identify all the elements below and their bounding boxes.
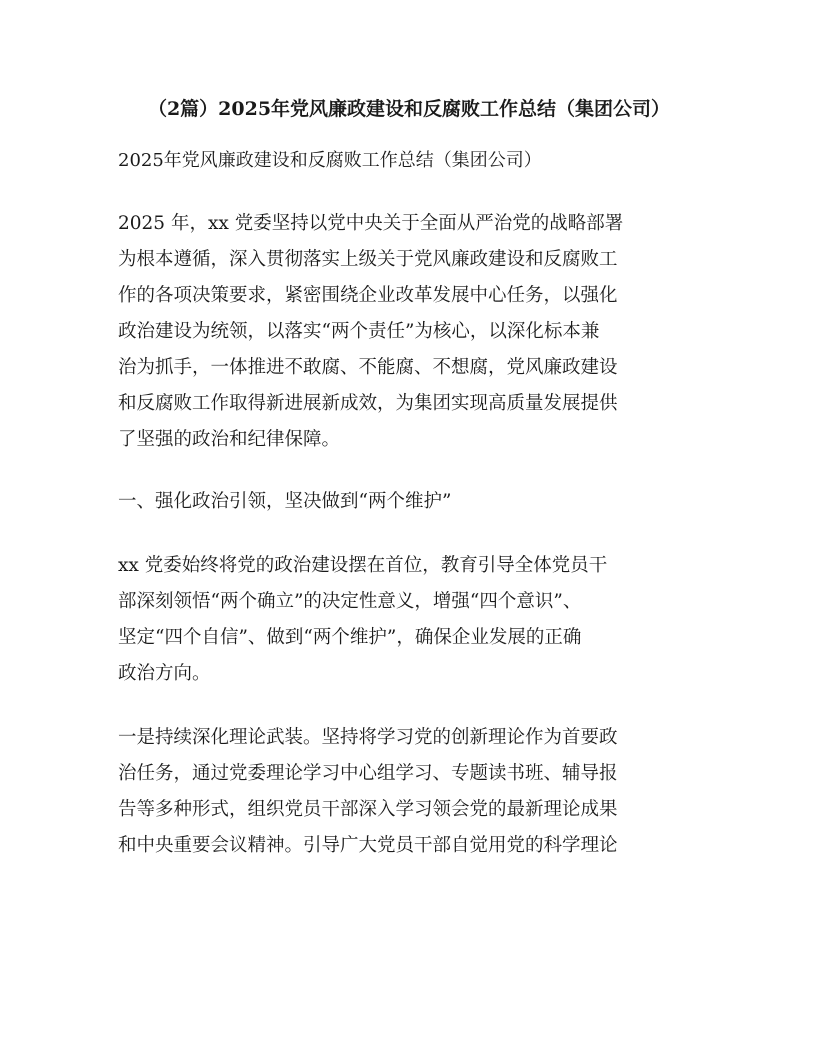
item1-line: 和中央重要会议精神。引导广大党员干部自觉用党的科学理论 (118, 835, 618, 856)
section1-line: 坚定“四个自信”、做到“两个维护”，确保企业发展的正确 (118, 627, 582, 648)
intro-line: 治为抓手，一体推进不敢腐、不能腐、不想腐，党风廉政建设 (118, 357, 618, 378)
item1-line: 治任务，通过党委理论学习中心组学习、专题读书班、辅导报 (118, 763, 618, 784)
intro-line: 了坚强的政治和纪律保障。 (118, 429, 341, 450)
section1-line: xx 党委始终将党的政治建设摆在首位，教育引导全体党员干 (118, 555, 608, 576)
intro-line: 为根本遵循，深入贯彻落实上级关于党风廉政建设和反腐败工 (118, 249, 618, 270)
document-page (118, 92, 700, 864)
section1-line: 部深刻领悟“两个确立”的决定性意义，增强“四个意识”、 (118, 591, 582, 612)
section1-paragraph (118, 548, 700, 692)
document-title: （2篇）2025年党风廉政建设和反腐败工作总结（集团公司） (147, 98, 671, 120)
intro-line: 2025 年，xx 党委坚持以党中央关于全面从严治党的战略部署 (118, 213, 624, 234)
section1-item1-paragraph (118, 720, 700, 864)
intro-line: 政治建设为统领，以落实“两个责任”为核心，以深化标本兼 (118, 321, 600, 342)
intro-paragraph (118, 206, 700, 458)
section-heading-text: 一、强化政治引领，坚决做到“两个维护” (118, 491, 452, 512)
item1-line: 一是持续深化理论武装。坚持将学习党的创新理论作为首要政 (118, 727, 618, 748)
document-subtitle: 2025年党风廉政建设和反腐败工作总结（集团公司） (118, 150, 542, 171)
item1-line: 告等多种形式，组织党员干部深入学习领会党的最新理论成果 (118, 799, 618, 820)
intro-line: 和反腐败工作取得新进展新成效，为集团实现高质量发展提供 (118, 393, 618, 414)
section1-line: 政治方向。 (118, 663, 211, 684)
intro-line: 作的各项决策要求，紧密围绕企业改革发展中心任务，以强化 (118, 285, 618, 306)
section-heading-1 (118, 484, 700, 520)
